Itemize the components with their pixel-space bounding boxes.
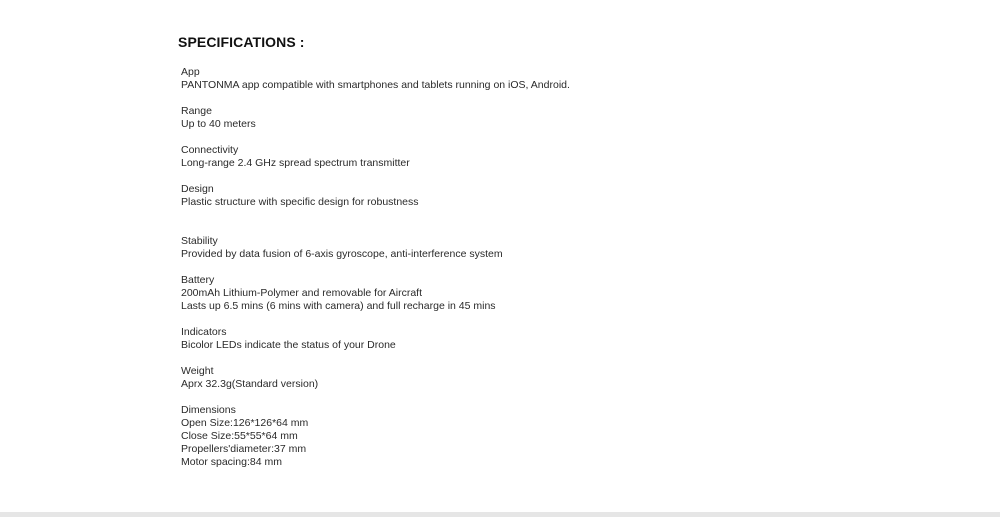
spec-list — [181, 66, 881, 482]
spec-range — [181, 105, 881, 131]
spec-value: Propellers'diameter:37 mm — [181, 443, 307, 455]
spec-stability — [181, 235, 881, 261]
spec-indicators — [181, 326, 881, 352]
spec-value: Close Size:55*55*64 mm — [181, 430, 298, 442]
spec-weight — [181, 365, 881, 391]
spec-battery — [181, 274, 881, 313]
spec-title: Dimensions — [181, 404, 236, 416]
spec-dimensions — [181, 404, 881, 469]
spec-value: Long-range 2.4 GHz spread spectrum transmitter — [181, 157, 410, 169]
spec-value: Provided by data fusion of 6-axis gyroscope, anti-interference system — [181, 248, 503, 260]
spec-value: Plastic structure with specific design for robustness — [181, 196, 419, 208]
spec-title: Indicators — [181, 326, 227, 338]
spec-title: Design — [181, 183, 214, 195]
spec-title: Connectivity — [181, 144, 239, 156]
page-bottom-divider — [0, 512, 1000, 517]
spec-title: Range — [181, 105, 212, 117]
spec-value: Up to 40 meters — [181, 118, 256, 130]
spec-app — [181, 66, 881, 92]
spec-design — [181, 183, 881, 209]
spec-value: 200mAh Lithium-Polymer and removable for Aircraft — [181, 287, 423, 299]
spec-title: Battery — [181, 274, 215, 286]
spec-title: Weight — [181, 365, 214, 377]
spec-value: Aprx 32.3g(Standard version) — [181, 378, 319, 390]
spec-value: PANTONMA app compatible with smartphones and tablets running on iOS, Android. — [181, 79, 570, 91]
spec-value: Lasts up 6.5 mins (6 mins with camera) and full recharge in 45 mins — [181, 300, 496, 312]
spec-title: Stability — [181, 235, 218, 247]
page-title: SPECIFICATIONS : — [178, 34, 305, 50]
spec-value: Bicolor LEDs indicate the status of your Drone — [181, 339, 396, 351]
spec-title: App — [181, 66, 200, 78]
spec-value: Open Size:126*126*64 mm — [181, 417, 309, 429]
spec-connectivity — [181, 144, 881, 170]
spec-value: Motor spacing:84 mm — [181, 456, 282, 468]
